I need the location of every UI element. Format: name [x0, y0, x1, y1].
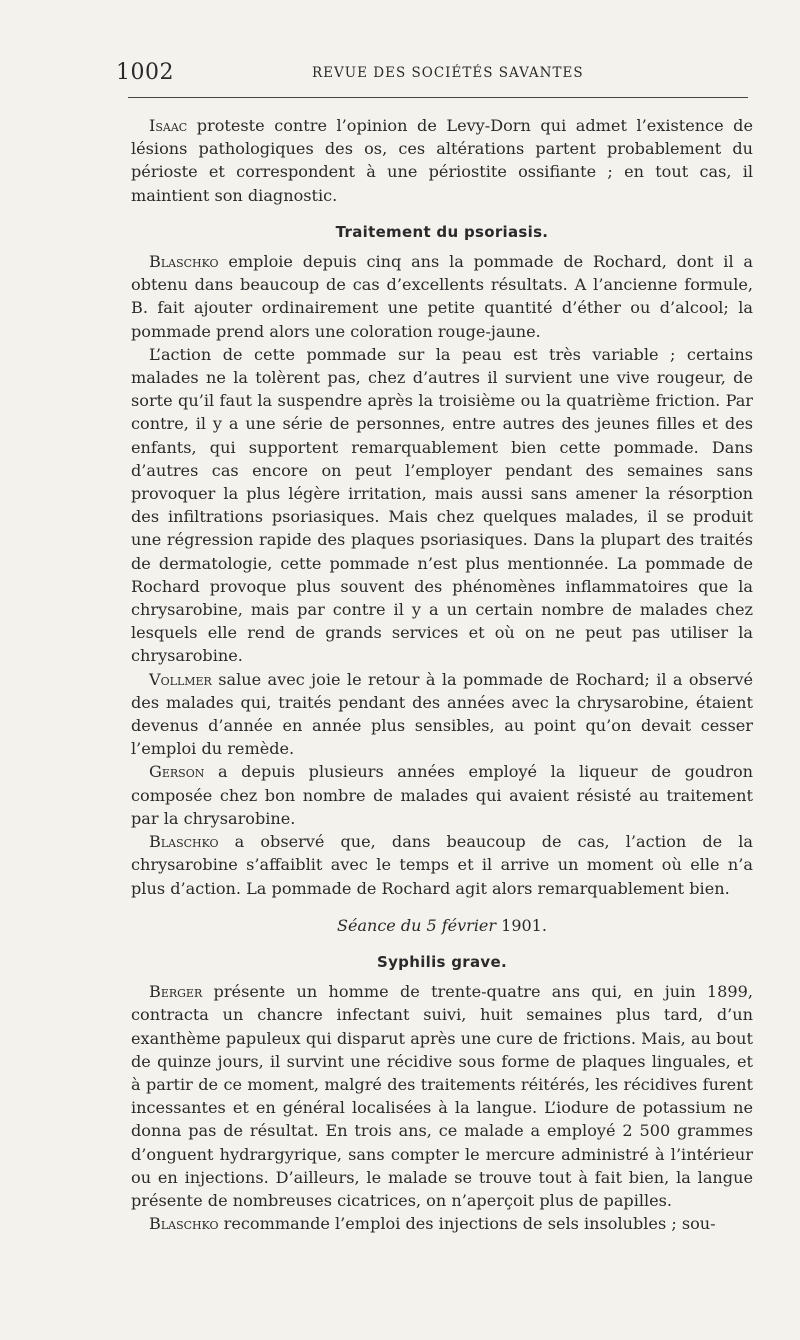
- header-rule: [128, 97, 748, 98]
- paragraph-text: salue avec joie le retour à la pommade de Rochard; il a observé des malades qui, traités pendant des années avec la chrysarobine, étaient devenus d’année en année plus sensibles, au point qu’on devait cesser l’emploi du remède.: [131, 669, 753, 759]
- paragraph-vollmer: [131, 668, 753, 761]
- speaker-name: Blaschko: [149, 832, 219, 852]
- speaker-name: Berger: [149, 982, 203, 1002]
- speaker-name: Vollmer: [149, 669, 212, 689]
- section-heading-psoriasis: Traitement du psoriasis.: [335, 222, 549, 241]
- paragraph-blaschko-3: [131, 1212, 753, 1235]
- paragraph-blaschko-2: [131, 830, 753, 900]
- article-body: [131, 114, 753, 1235]
- speaker-name: Isaac: [149, 116, 188, 135]
- seance-year: 1901.: [501, 915, 547, 935]
- paragraph-text: recommande l’emploi des injections de sels insolubles ; sou-: [218, 1214, 716, 1234]
- paragraph-gerson: [131, 760, 753, 830]
- paragraph-text: emploie depuis cinq ans la pommade de Rochard, dont il a obtenu dans beaucoup de cas d’excellents résultats. A l’ancienne formule, B. fait ajouter ordinairement une petite quantité d’éther ou d’alcool; la pommade prend alors une coloration rouge-jaune.: [131, 252, 753, 341]
- paragraph-text: a depuis plusieurs années employé la liqueur de goudron composée chez bon nombre de malades qui avaient résisté au traitement par la chrysarobine.: [131, 762, 753, 828]
- paragraph-text: a observé que, dans beaucoup de cas, l’action de la chrysarobine s’affaiblit avec le temps et il arrive un moment où elle n’a plus d’action. La pommade de Rochard agit alors remarquablement bien.: [131, 832, 753, 898]
- section-heading-syphilis: Syphilis grave.: [377, 952, 507, 971]
- page-header: [116, 60, 748, 90]
- page-number: 1002: [116, 60, 174, 85]
- paragraph-text: proteste contre l’opinion de Levy-Dorn qui admet l’existence de lésions pathologiques des os, ces altérations partent probablement du périoste et correspondent à une périostite ossifiante ; en tout cas, il maintient son diagnostic.: [131, 116, 753, 205]
- paragraph-blaschko-1: [131, 250, 753, 343]
- speaker-name: Blaschko: [149, 1214, 219, 1234]
- speaker-name: Gerson: [149, 762, 205, 782]
- speaker-name: Blaschko: [149, 252, 219, 272]
- running-title: REVUE DES SOCIÉTÉS SAVANTES: [312, 65, 584, 81]
- paragraph-berger: [131, 980, 753, 1212]
- paragraph-text: présente un homme de trente-quatre ans qui, en juin 1899, contracta un chancre infectant suivi, huit semaines plus tard, d’un exanthème papuleux qui disparut après une cure de frictions. Mais, au bout de quinze jours, il survint une récidive sous forme de plaques linguales, et à partir de ce moment, malgré des traitements réitérés, les récidives furent incessantes et en général localisées à la langue. L’iodure de potassium ne donna pas de résultat. En trois ans, ce malade a employé 2 500 grammes d’onguent hydrargyrique, sans compter le mercure administré à l’intérieur ou en injections. D’ailleurs, le malade se trouve tout à fait bien, la langue présente de nombreuses cicatrices, on n’aperçoit plus de papilles.: [131, 982, 753, 1210]
- seance-label: Séance du 5 février: [337, 915, 497, 935]
- paragraph-action: L’action de cette pommade sur la peau est très variable ; certains malades ne la tolèrent pas, chez d’autres il survient une vive rougeur, de sorte qu’il faut la suspendre après la troisième ou la quatrième friction. Par contre, il y a une série de personnes, entre autres des jeunes filles et des enfants, qui supportent remarquablement bien cette pommade. Dans d’autres cas encore on peut l’employer pendant des semaines sans provoquer la plus légère irritation, mais aussi sans amener la résorption des infiltrations psoriasiques. Mais chez quelques malades, il se produit une régression rapide des plaques psoriasiques. Dans la plupart des traités de dermatologie, cette pommade n’est plus mentionnée. La pommade de Rochard provoque plus souvent des phénomènes inflammatoires que la chrysarobine, mais par contre il y a un certain nombre de malades chez lesquels elle rend de grands services et où on ne peut pas utiliser la chrysarobine.: [131, 344, 753, 666]
- paragraph-isaac: [131, 114, 753, 207]
- seance-date: [131, 914, 753, 937]
